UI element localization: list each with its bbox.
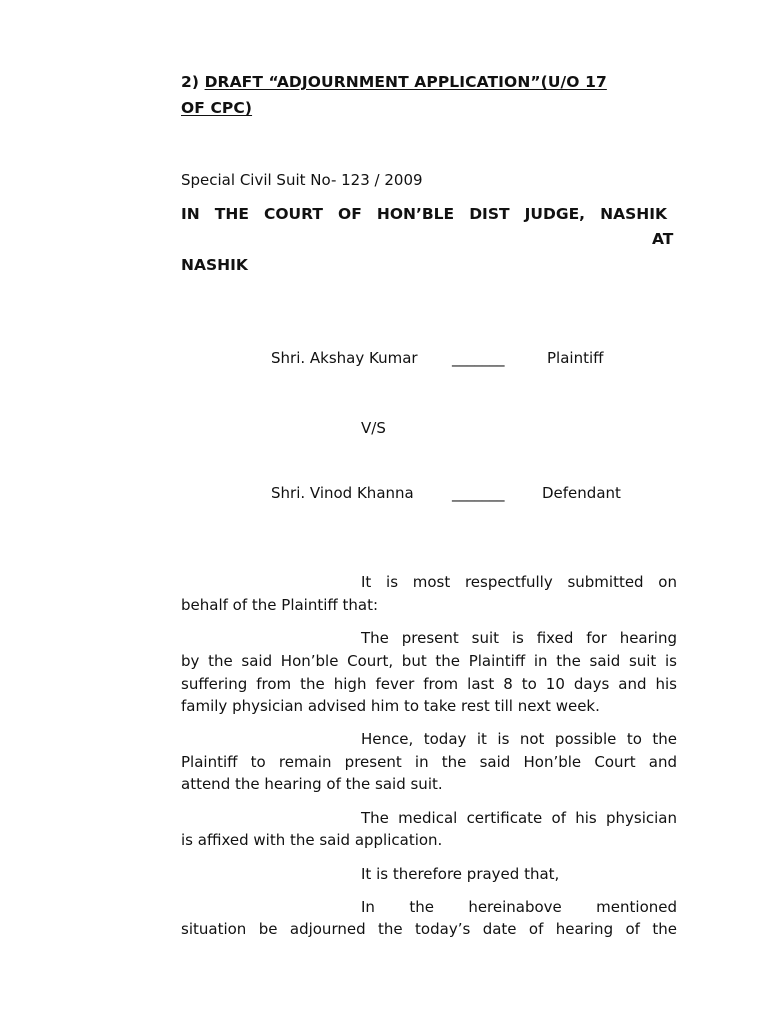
court-heading-at: AT [652, 230, 674, 248]
court-heading-nashik: NASHIK [181, 256, 248, 274]
paragraph-3-line-2: Plaintiff to remain present in the said Hon’ble Court and [181, 753, 677, 771]
suit-number: Special Civil Suit No- 123 / 2009 [181, 171, 423, 189]
defendant-role: Defendant [542, 484, 621, 502]
paragraph-3-line-3: attend the hearing of the said suit. [181, 775, 443, 793]
defendant-blank: _______ [452, 484, 505, 502]
paragraph-6-line-2: situation be adjourned the today’s date of hearing of the [181, 920, 677, 938]
court-heading-line1: IN THE COURT OF HON’BLE DIST JUDGE, NASHIK [181, 205, 667, 223]
document-title [181, 73, 607, 91]
paragraph-1-line-1: It is most respectfully submitted on [361, 573, 677, 591]
title-underlined-line2: OF CPC) [181, 99, 253, 117]
paragraph-3-line-1: Hence, today it is not possible to the [361, 730, 677, 748]
paragraph-2-line-4: family physician advised him to take rest till next week. [181, 697, 600, 715]
title-underlined-line1: DRAFT “ADJOURNMENT APPLICATION”(U/O 17 [204, 73, 607, 91]
plaintiff-blank: _______ [452, 349, 505, 367]
paragraph-6-line-1: In the hereinabove mentioned [361, 898, 677, 916]
defendant-name: Shri. Vinod Khanna [271, 484, 414, 502]
versus-label: V/S [361, 419, 386, 437]
paragraph-1-line-2: behalf of the Plaintiff that: [181, 596, 379, 614]
paragraph-4-line-1: The medical certificate of his physician [361, 809, 677, 827]
paragraph-2-line-1: The present suit is fixed for hearing [361, 629, 677, 647]
plaintiff-name: Shri. Akshay Kumar [271, 349, 418, 367]
paragraph-4-line-2: is affixed with the said application. [181, 831, 443, 849]
paragraph-5-line-1: It is therefore prayed that, [361, 865, 560, 883]
paragraph-2-line-2: by the said Hon’ble Court, but the Plaintiff in the said suit is [181, 652, 677, 670]
paragraph-2-line-3: suffering from the high fever from last 8 to 10 days and his [181, 675, 677, 693]
title-number: 2) [181, 73, 205, 91]
plaintiff-role: Plaintiff [547, 349, 604, 367]
